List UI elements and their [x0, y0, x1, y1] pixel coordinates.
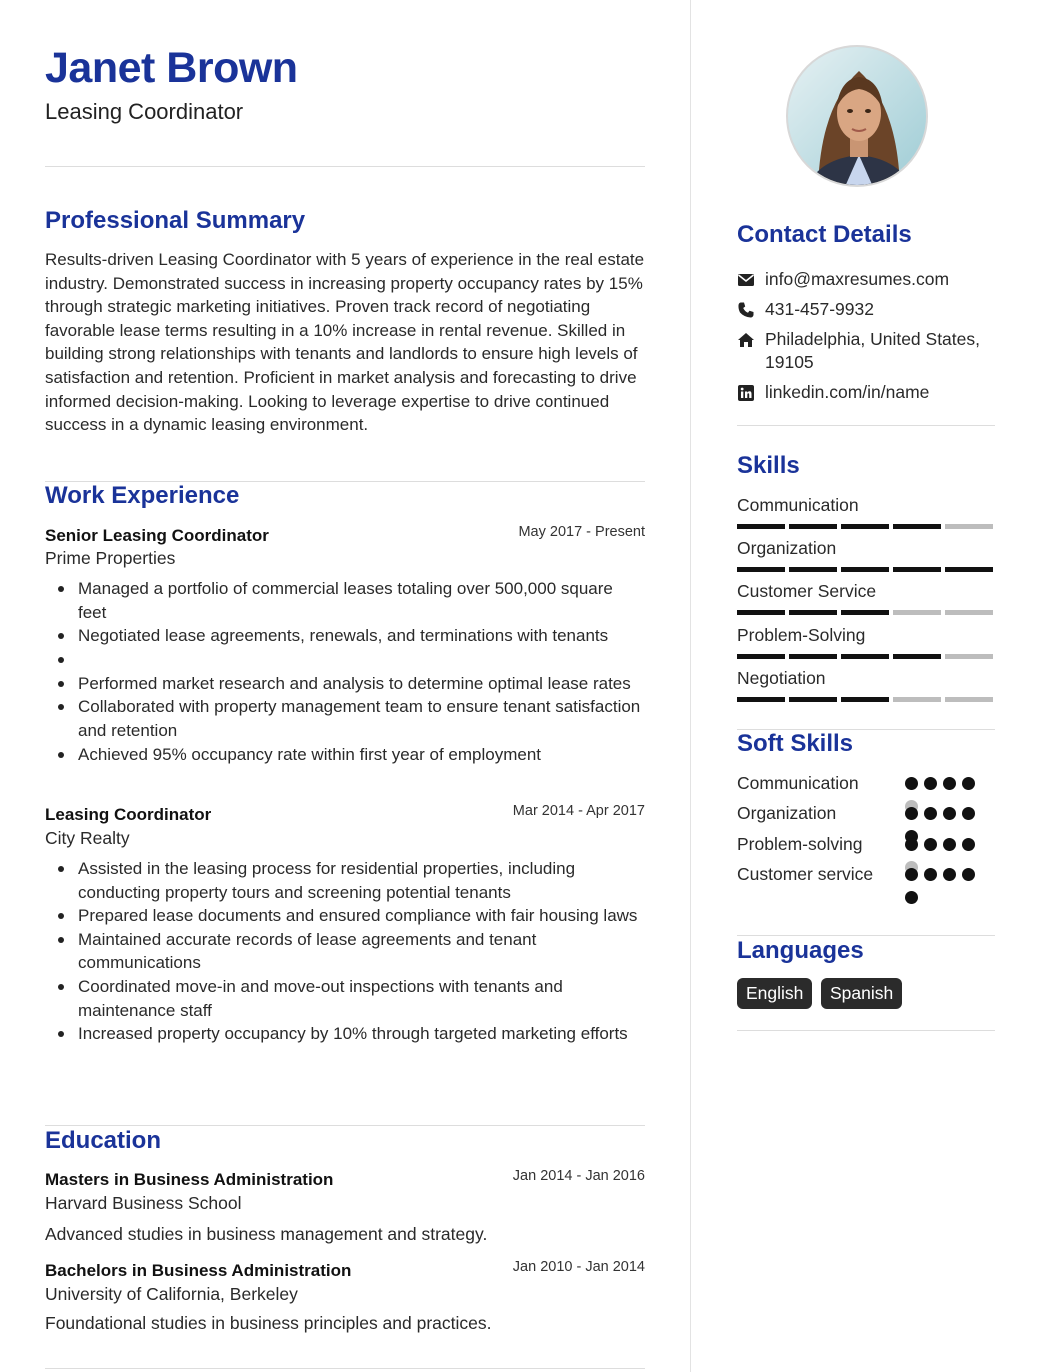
- address-text: Philadelphia, United States, 19105: [765, 329, 980, 372]
- soft-skill-dots: [905, 868, 985, 904]
- skill-segment: [737, 610, 785, 615]
- rating-dot: [924, 838, 937, 851]
- degree-date: Jan 2010 - Jan 2014: [512, 1259, 645, 1275]
- soft-skills-divider: [737, 935, 995, 936]
- skill-segment: [841, 610, 889, 615]
- skill-label: Communication: [737, 495, 859, 515]
- list-item: Increased property occupancy by 10% through targeted marketing efforts: [45, 1022, 645, 1046]
- skill-segment: [893, 697, 941, 702]
- skill-segment: [841, 654, 889, 659]
- list-item: Prepared lease documents and ensured compliance with fair housing laws: [45, 904, 645, 928]
- rating-dot: [905, 777, 918, 790]
- rating-dot: [924, 807, 937, 820]
- skill-bar: [737, 567, 995, 572]
- skill-segment: [841, 697, 889, 702]
- skill-segment: [789, 654, 837, 659]
- job-date: May 2017 - Present: [518, 524, 645, 540]
- job-bullets: [45, 577, 645, 766]
- languages-heading: Languages: [737, 937, 864, 964]
- list-item: Collaborated with property management team to ensure tenant satisfaction and retention: [45, 695, 645, 742]
- rating-dot: [962, 807, 975, 820]
- list-item: Performed market research and analysis to determine optimal lease rates: [45, 672, 645, 696]
- soft-skill-label: Problem-solving: [737, 834, 863, 854]
- skill-segment: [841, 524, 889, 529]
- skill-segment: [789, 610, 837, 615]
- skill-segment: [893, 610, 941, 615]
- summary-heading: Professional Summary: [45, 207, 306, 234]
- skill-bar: [737, 524, 995, 529]
- portrait-illustration: [788, 47, 928, 187]
- degree-date: Jan 2014 - Jan 2016: [512, 1168, 645, 1184]
- phone-icon: [737, 301, 755, 319]
- phone-text: 431-457-9932: [765, 299, 874, 319]
- skill-segment: [945, 567, 993, 572]
- home-icon: [737, 331, 755, 349]
- rating-dot: [905, 807, 918, 820]
- soft-skill-label: Customer service: [737, 864, 874, 884]
- list-item: Managed a portfolio of commercial leases totaling over 500,000 square feet: [45, 577, 645, 624]
- skill-segment: [789, 697, 837, 702]
- language-pill-english: English: [737, 978, 812, 1009]
- degree-description: Foundational studies in business principles and practices.: [45, 1313, 492, 1333]
- email-text: info@maxresumes.com: [765, 269, 950, 289]
- skill-segment: [789, 524, 837, 529]
- rating-dot: [905, 838, 918, 851]
- list-item: Maintained accurate records of lease agreements and tenant communications: [45, 928, 645, 975]
- profile-photo: [786, 45, 928, 187]
- rating-dot: [962, 777, 975, 790]
- candidate-title: Leasing Coordinator: [45, 99, 244, 124]
- rating-dot: [943, 807, 956, 820]
- job-date: Mar 2014 - Apr 2017: [512, 803, 645, 819]
- rating-dot: [924, 868, 937, 881]
- skill-segment: [893, 567, 941, 572]
- envelope-icon: [737, 271, 755, 289]
- degree-description: Advanced studies in business management and strategy.: [45, 1224, 488, 1244]
- education-heading: Education: [45, 1127, 162, 1154]
- skill-label: Organization: [737, 538, 837, 558]
- job-company: City Realty: [45, 828, 130, 848]
- soft-skills-heading: Soft Skills: [737, 730, 854, 757]
- skill-segment: [945, 697, 993, 702]
- list-item: Coordinated move-in and move-out inspections with tenants and maintenance staff: [45, 975, 645, 1022]
- rating-dot: [943, 777, 956, 790]
- school-name: University of California, Berkeley: [45, 1284, 298, 1304]
- list-item: Assisted in the leasing process for residential properties, including conducting property tours and screening potential tenants: [45, 857, 645, 904]
- school-name: Harvard Business School: [45, 1193, 242, 1213]
- skill-segment: [945, 654, 993, 659]
- skill-bar: [737, 654, 995, 659]
- skill-bar: [737, 610, 995, 615]
- skill-bar: [737, 697, 995, 702]
- soft-skill-label: Communication: [737, 773, 859, 793]
- job-bullets: [45, 857, 645, 1046]
- contact-divider: [737, 425, 995, 426]
- skill-label: Customer Service: [737, 581, 877, 601]
- skill-segment: [737, 654, 785, 659]
- rating-dot: [962, 838, 975, 851]
- skill-segment: [945, 610, 993, 615]
- rating-dot: [905, 868, 918, 881]
- skills-heading: Skills: [737, 452, 800, 479]
- skill-label: Negotiation: [737, 668, 826, 688]
- skill-segment: [841, 567, 889, 572]
- job-company: Prime Properties: [45, 548, 176, 568]
- list-item: [45, 648, 645, 672]
- job-title: Senior Leasing Coordinator: [45, 526, 269, 545]
- rating-dot: [924, 777, 937, 790]
- skill-segment: [893, 524, 941, 529]
- skill-segment: [789, 567, 837, 572]
- column-divider: [690, 0, 691, 1372]
- languages-divider: [737, 1030, 995, 1031]
- linkedin-text: linkedin.com/in/name: [765, 382, 930, 402]
- list-item: Achieved 95% occupancy rate within first year of employment: [45, 743, 645, 767]
- linkedin-icon: [737, 384, 755, 402]
- skill-segment: [737, 567, 785, 572]
- rating-dot: [943, 838, 956, 851]
- degree-title: Bachelors in Business Administration: [45, 1261, 352, 1280]
- skill-segment: [945, 524, 993, 529]
- rating-dot: [905, 891, 918, 904]
- soft-skill-label: Organization: [737, 803, 837, 823]
- skill-label: Problem-Solving: [737, 625, 866, 645]
- header-divider: [45, 166, 645, 167]
- rating-dot: [943, 868, 956, 881]
- skill-segment: [737, 524, 785, 529]
- candidate-name: Janet Brown: [45, 44, 298, 92]
- list-item: Negotiated lease agreements, renewals, and terminations with tenants: [45, 624, 645, 648]
- experience-divider: [45, 1125, 645, 1126]
- contact-heading: Contact Details: [737, 221, 912, 248]
- language-pill-spanish: Spanish: [821, 978, 902, 1009]
- summary-text: Results-driven Leasing Coordinator with 5 years of experience in the real estate industry. Demonstrated success in increasing property occupancy rates by 15% through strategic marketing initiatives. Proven track record of negotiating favorable lease terms resulting in a 10% increase in rental revenue. Skilled in building strong relationships with tenants and landlords to ensure high levels of satisfaction and retention. Proficient in market analysis and forecasting to drive informed decision-making. Looking to leverage expertise to drive continued success in a dynamic leasing environment.: [45, 250, 645, 435]
- education-divider: [45, 1368, 645, 1369]
- job-title: Leasing Coordinator: [45, 805, 212, 824]
- skill-segment: [737, 697, 785, 702]
- rating-dot: [962, 868, 975, 881]
- experience-heading: Work Experience: [45, 482, 240, 509]
- skill-segment: [893, 654, 941, 659]
- degree-title: Masters in Business Administration: [45, 1170, 334, 1189]
